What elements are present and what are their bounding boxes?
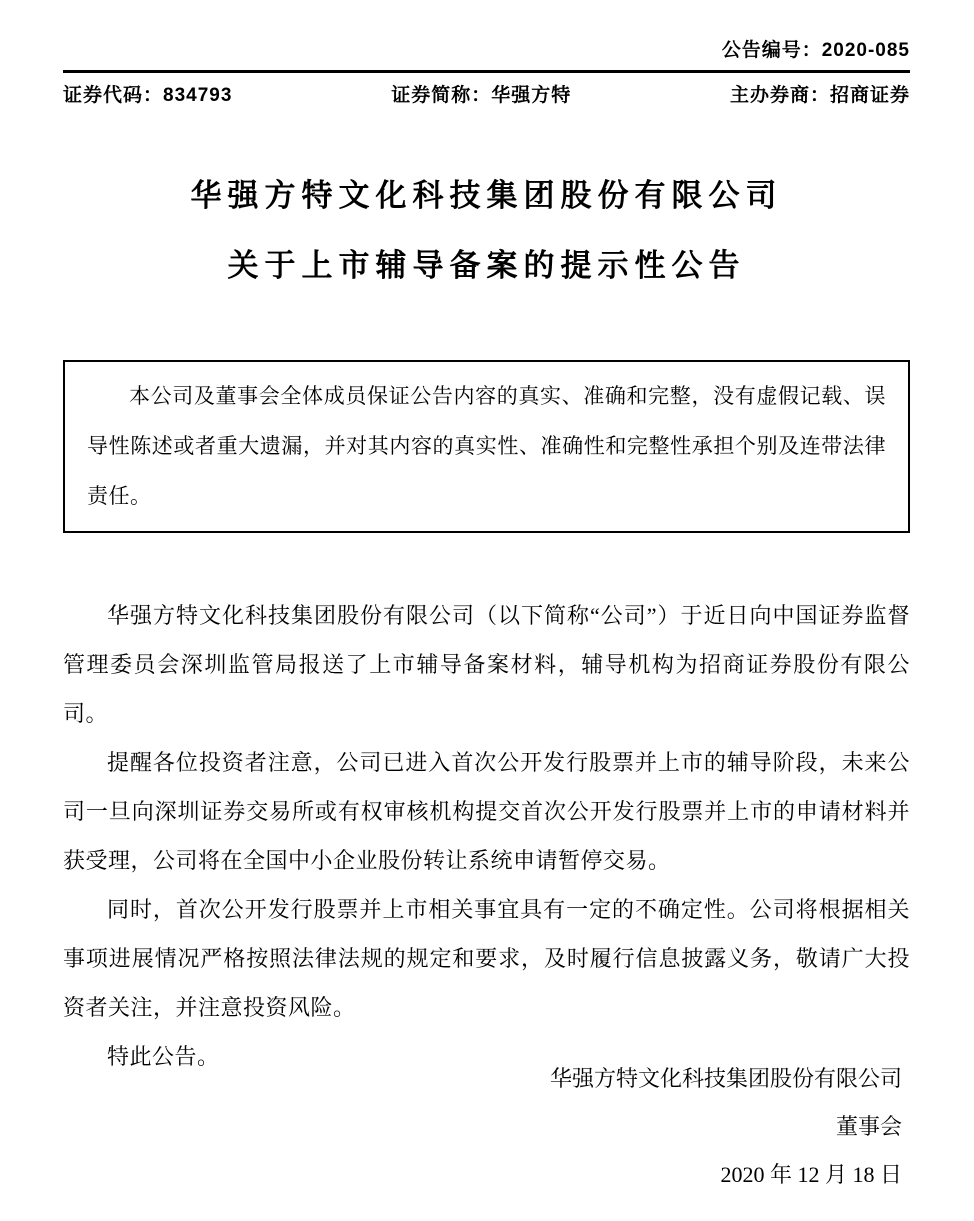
announcement-number: 公告编号：2020-085 <box>721 40 910 61</box>
title-subject: 关于上市辅导备案的提示性公告 <box>227 248 746 283</box>
disclaimer-box <box>63 360 910 533</box>
signature-date: 2020 年 12 月 18 日 <box>720 1162 902 1187</box>
title-company-name: 华强方特文化科技集团股份有限公司 <box>190 178 783 213</box>
signature-company: 华强方特文化科技集团股份有限公司 <box>549 1066 902 1091</box>
sponsor-broker: 主办券商：招商证券 <box>729 85 910 106</box>
body-paragraph-3: 同时，首次公开发行股票并上市相关事宜具有一定的不确定性。公司将根据相关事项进展情况严格按照法律法规的规定和要求，及时履行信息披露义务，敬请广大投资者关注，并注意投资风险。 <box>63 897 910 1020</box>
stock-short-name: 证券简称：华强方特 <box>391 85 572 106</box>
document-title <box>63 178 910 284</box>
header-divider <box>63 70 910 73</box>
body-paragraph-closing: 特此公告。 <box>107 1044 220 1069</box>
body-paragraph-1: 华强方特文化科技集团股份有限公司（以下简称“公司”）于近日向中国证券监督管理委员会深圳监管局报送了上市辅导备案材料，辅导机构为招商证券股份有限公司。 <box>63 603 910 726</box>
signature-board: 董事会 <box>835 1114 902 1139</box>
announcement-body <box>63 591 910 1081</box>
disclaimer-text: 本公司及董事会全体成员保证公告内容的真实、准确和完整，没有虚假记载、误导性陈述或者重大遗漏，并对其内容的真实性、准确性和完整性承担个别及连带法律责任。 <box>87 384 886 508</box>
signature-block <box>550 1055 902 1199</box>
securities-info-row <box>63 84 910 108</box>
body-paragraph-2: 提醒各位投资者注意，公司已进入首次公开发行股票并上市的辅导阶段，未来公司一旦向深圳证券交易所或有权审核机构提交首次公开发行股票并上市的申请材料并获受理，公司将在全国中小企业股份转让系统申请暂停交易。 <box>63 750 910 873</box>
stock-code: 证券代码：834793 <box>63 85 233 106</box>
